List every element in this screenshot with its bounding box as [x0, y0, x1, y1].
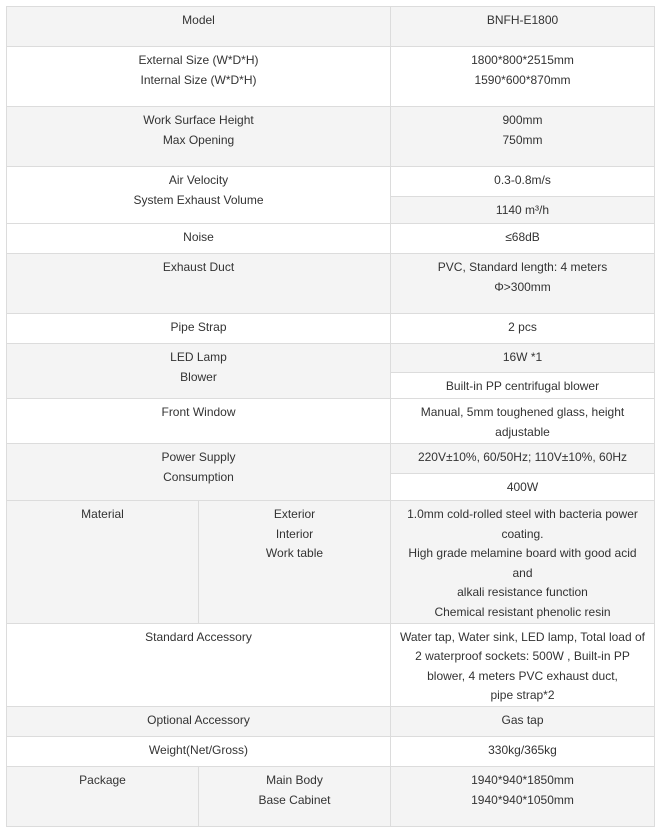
strap-value: 2 pcs	[391, 314, 655, 344]
optional-accessory-label: Optional Accessory	[7, 706, 391, 736]
cell-line: Chemical resistant phenolic resin	[434, 604, 611, 619]
package-values	[391, 766, 655, 826]
model-value: BNFH-E1800	[391, 7, 655, 47]
cell-line: Exterior	[273, 507, 316, 521]
cell-line: 750mm	[502, 132, 543, 147]
cell-line: System Exhaust Volume	[133, 192, 264, 207]
table-row	[7, 107, 655, 167]
cell-line: Consumption	[163, 469, 234, 484]
cell-line: Power Supply	[161, 450, 236, 464]
model-label: Model	[7, 7, 391, 47]
table-row	[7, 736, 655, 766]
material-values	[391, 501, 655, 624]
package-label: Package	[7, 766, 199, 826]
cell-line: Work table	[265, 546, 324, 561]
cell-line: Main Body	[266, 772, 323, 787]
cell-line: Interior	[275, 526, 314, 541]
cell-line: coating.	[501, 526, 544, 541]
size-values	[391, 47, 655, 107]
cell-line: 1.0mm cold-rolled steel with bacteria power	[407, 507, 638, 521]
cell-line: External Size (W*D*H)	[138, 53, 259, 67]
window-label: Front Window	[7, 399, 391, 444]
strap-label: Pipe Strap	[7, 314, 391, 344]
cell-line: Internal Size (W*D*H)	[140, 72, 257, 87]
table-row	[7, 314, 655, 344]
cell-line: 900mm	[502, 113, 543, 127]
table-row	[7, 167, 655, 197]
standard-accessory-label: Standard Accessory	[7, 623, 391, 706]
table-row	[7, 501, 655, 624]
duct-label: Exhaust Duct	[7, 254, 391, 314]
table-row	[7, 706, 655, 736]
table-row	[7, 344, 655, 373]
cell-line: pipe strap*2	[490, 688, 555, 703]
cell-line: 2 waterproof sockets: 500W , Built-in PP	[415, 649, 630, 664]
cell-line: adjustable	[495, 424, 550, 439]
weight-label: Weight(Net/Gross)	[7, 736, 391, 766]
cell-line: Air Velocity	[168, 173, 229, 187]
height-labels	[7, 107, 391, 167]
cell-line: Manual, 5mm toughened glass, height	[420, 405, 625, 419]
spec-table	[6, 6, 655, 827]
cell-line: Water tap, Water sink, LED lamp, Total load of	[400, 629, 645, 644]
cell-line: alkali resistance function	[457, 585, 588, 600]
material-sublabels	[199, 501, 391, 624]
cell-line: 1940*940*1050mm	[471, 792, 574, 807]
cell-line: LED Lamp	[170, 350, 227, 364]
air-velocity-value: 0.3-0.8m/s	[391, 167, 655, 197]
duct-values	[391, 254, 655, 314]
window-values	[391, 399, 655, 444]
optional-accessory-value: Gas tap	[391, 706, 655, 736]
lamp-value: 16W *1	[391, 344, 655, 373]
size-labels	[7, 47, 391, 107]
cell-line: Work Surface Height	[143, 113, 254, 127]
lamp-labels	[7, 344, 391, 399]
cell-line: High grade melamine board with good acid and	[408, 546, 637, 580]
height-values	[391, 107, 655, 167]
cell-line: PVC, Standard length: 4 meters	[437, 260, 608, 274]
table-row	[7, 444, 655, 474]
cell-line: Φ>300mm	[494, 279, 551, 294]
table-row	[7, 399, 655, 444]
weight-value: 330kg/365kg	[391, 736, 655, 766]
table-row	[7, 623, 655, 706]
standard-accessory-values	[391, 623, 655, 706]
air-labels	[7, 167, 391, 224]
cell-line: 1800*800*2515mm	[471, 53, 574, 67]
cell-line: blower, 4 meters PVC exhaust duct,	[427, 668, 618, 683]
consumption-value: 400W	[391, 474, 655, 501]
noise-label: Noise	[7, 224, 391, 254]
table-row	[7, 7, 655, 47]
cell-line: Base Cabinet	[258, 792, 331, 807]
noise-value: ≤68dB	[391, 224, 655, 254]
table-row	[7, 254, 655, 314]
table-row	[7, 224, 655, 254]
table-row	[7, 47, 655, 107]
cell-line: 1590*600*870mm	[474, 72, 571, 87]
material-label: Material	[7, 501, 199, 624]
power-supply-value: 220V±10%, 60/50Hz; 110V±10%, 60Hz	[391, 444, 655, 474]
blower-value: Built-in PP centrifugal blower	[391, 373, 655, 399]
table-row	[7, 766, 655, 826]
cell-line: 1940*940*1850mm	[471, 772, 574, 787]
cell-line: Blower	[180, 369, 217, 384]
power-labels	[7, 444, 391, 501]
cell-line: Max Opening	[162, 132, 235, 147]
exhaust-volume-value: 1140 m³/h	[391, 197, 655, 224]
package-sublabels	[199, 766, 391, 826]
